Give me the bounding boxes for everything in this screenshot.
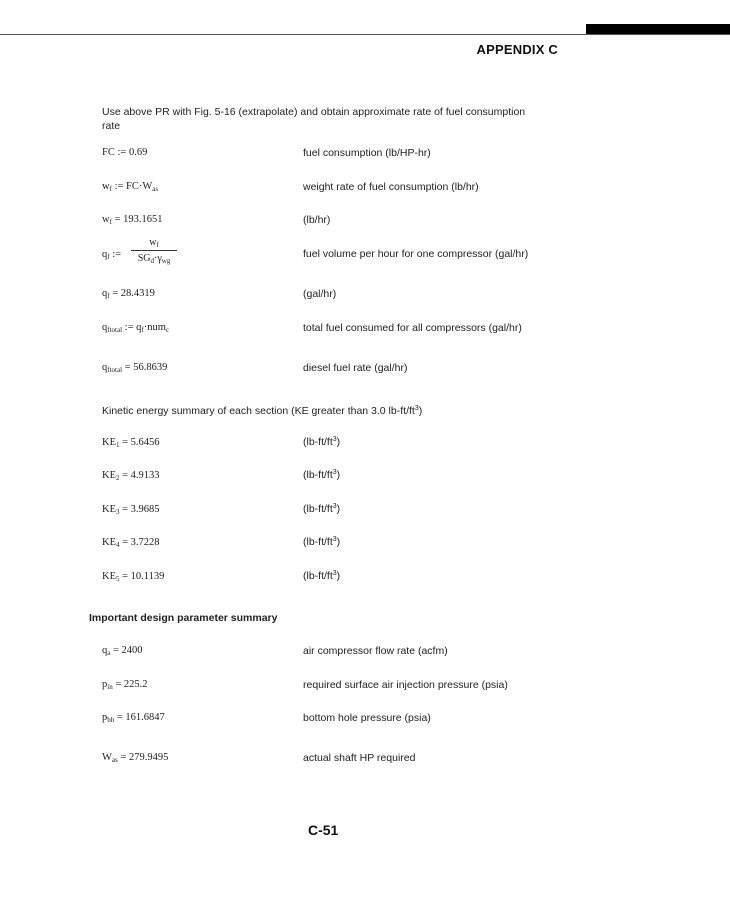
eq-ke2: $KE_2 = 4.9133$ [102,470,160,482]
eq-qftotal-result: $q_{ftotal} = 56.8639$ [102,362,168,374]
ke-unit-text: (lb-ft/ft [303,570,333,582]
ke5-unit: $(lb-ft/ft^3)$ [303,570,341,582]
kinetic-heading-text: Kinetic energy summary of each section (KE greater than 3.0 lb-ft/ft [102,405,415,417]
ke-unit-text: (lb-ft/ft [303,503,333,515]
ke4-value: 3.7228 [130,537,160,548]
eq-qf-result: $q_f = 28.4319$ [102,288,155,300]
eq-was: $W_{as} = 279.9495$ [102,752,169,764]
intro-line-2: rate [102,120,121,132]
eq-qf-fraction [131,237,177,265]
eq-qf-def-lhs: $q_f$ := [102,249,122,261]
desc-qftotal-result: diesel fuel rate (gal/hr) [303,362,408,374]
fraction-bar [131,250,177,251]
kinetic-heading: Kinetic energy summary of each section (KE greater than 3.0 $lb-ft/ft^3$) [102,405,423,417]
eq-ke5: $KE_5 = 10.1139$ [102,571,165,583]
desc-pbh: bottom hole pressure (psia) [303,712,431,724]
eq-fc: FC := 0.69 [102,147,148,158]
ke3-value: 3.9685 [130,504,160,515]
fraction-denominator: $SG_d\cdot\gamma_{wg}$ [137,253,171,265]
pbh-value: 161.6847 [125,712,165,723]
ke2-unit: $(lb-ft/ft^3)$ [303,469,341,481]
qa-value: 2400 [121,645,143,656]
eq-qa: $q_a = 2400$ [102,645,143,657]
fraction-numerator: $w_f$ [149,237,159,249]
wf-value: 193.1651 [123,214,163,225]
desc-wf-result: (lb/hr) [303,214,331,226]
ke-unit-close: ) [336,536,341,548]
intro-line-1: Use above PR with Fig. 5-16 (extrapolate) and obtain approximate rate of fuel consumption [102,106,526,118]
desc-wf-def: weight rate of fuel consumption (lb/hr) [303,181,479,193]
desc-fc: fuel consumption (lb/HP-hr) [303,147,431,159]
desc-qf-def: fuel volume per hour for one compressor (gal/hr) [303,248,529,260]
header-black-bar [586,24,730,34]
ke2-value: 4.9133 [130,470,160,481]
desc-was: actual shaft HP required [303,752,416,764]
qf-value: 28.4319 [120,288,155,299]
eq-wf-result: $w_f = 193.1651$ [102,214,163,226]
ke-unit-close: ) [336,469,341,481]
desc-qa: air compressor flow rate (acfm) [303,645,448,657]
fc-value: 0.69 [128,147,148,158]
eq-wf-def: $w_f$ := $FC\cdot W_{as}$ [102,181,159,193]
pin-value: 225.2 [123,679,148,690]
desc-qftotal-def: total fuel consumed for all compressors (gal/hr) [303,322,522,334]
desc-pin: required surface air injection pressure (psia) [303,679,508,691]
ke-unit-text: (lb-ft/ft [303,469,333,481]
ke1-value: 5.6456 [130,437,160,448]
was-value: 279.9495 [128,752,169,763]
design-heading: Important design parameter summary [89,612,278,624]
desc-qf-result: (gal/hr) [303,288,337,300]
ke5-value: 10.1139 [130,571,165,582]
appendix-label: APPENDIX C [476,42,558,57]
ke-unit-close: ) [336,503,341,515]
qftotal-value: 56.8639 [133,362,168,373]
eq-ke1: $KE_1 = 5.6456$ [102,437,160,449]
ke1-unit: $(lb-ft/ft^3)$ [303,436,341,448]
ke-unit-close: ) [336,436,341,448]
kinetic-heading-close: ) [418,405,423,417]
eq-pbh: $p_{bh} = 161.6847$ [102,712,165,724]
ke-unit-close: ) [336,570,341,582]
eq-ke4: $KE_4 = 3.7228$ [102,537,160,549]
ke3-unit: $(lb-ft/ft^3)$ [303,503,341,515]
ke-unit-text: (lb-ft/ft [303,436,333,448]
eq-ke3: $KE_3 = 3.9685$ [102,504,160,516]
header-rule [0,34,730,35]
page-number: C-51 [308,822,339,838]
ke-unit-text: (lb-ft/ft [303,536,333,548]
eq-qftotal-def: $q_{ftotal}$ := $q_f\cdot num_c$ [102,322,169,334]
ke4-unit: $(lb-ft/ft^3)$ [303,536,341,548]
eq-pin: $p_{in} = 225.2$ [102,679,148,691]
